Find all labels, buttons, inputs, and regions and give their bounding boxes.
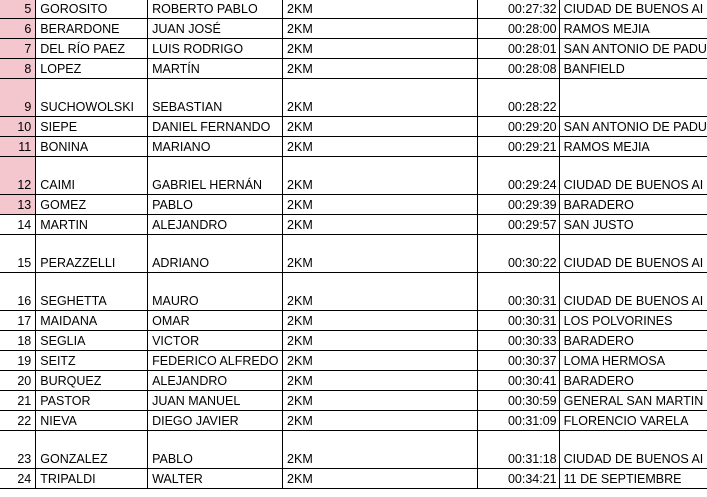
time-cell[interactable]: 00:28:08 [477,58,559,78]
time-cell[interactable]: 00:29:20 [477,116,559,136]
time-cell[interactable]: 00:29:24 [477,156,559,194]
last-name-cell[interactable]: CAIMI [36,156,148,194]
position-cell[interactable]: 16 [0,272,36,310]
table-row [0,350,707,370]
time-cell[interactable]: 00:30:37 [477,350,559,370]
distance-cell[interactable]: 2KM [283,18,478,38]
last-name-cell[interactable]: LOPEZ [36,58,148,78]
distance-cell[interactable]: 2KM [283,410,478,430]
table-row [0,430,707,468]
first-name-cell[interactable]: ADRIANO [148,234,283,272]
position-cell[interactable]: 15 [0,234,36,272]
position-cell[interactable]: 6 [0,18,36,38]
first-name-cell[interactable]: LUIS RODRIGO [148,38,283,58]
first-name-cell[interactable]: MARTÍN [148,58,283,78]
city-cell[interactable]: CIUDAD DE BUENOS AI [559,272,707,310]
city-cell[interactable]: BARADERO [559,330,707,350]
position-cell[interactable]: 24 [0,468,36,488]
table-row [0,214,707,234]
distance-cell[interactable]: 2KM [283,370,478,390]
position-cell[interactable]: 8 [0,58,36,78]
time-cell[interactable]: 00:27:32 [477,0,559,18]
position-cell[interactable]: 20 [0,370,36,390]
distance-cell[interactable]: 2KM [283,194,478,214]
position-cell[interactable]: 12 [0,156,36,194]
last-name-cell[interactable]: SUCHOWOLSKI [36,78,148,116]
position-cell[interactable]: 17 [0,310,36,330]
position-cell[interactable]: 5 [0,0,36,18]
city-cell[interactable]: SAN JUSTO [559,214,707,234]
first-name-cell[interactable]: ALEJANDRO [148,214,283,234]
time-cell[interactable]: 00:30:41 [477,370,559,390]
table-row [0,136,707,156]
distance-cell[interactable]: 2KM [283,214,478,234]
table-row [0,272,707,310]
position-cell[interactable]: 7 [0,38,36,58]
last-name-cell[interactable]: DEL RÍO PAEZ [36,38,148,58]
time-cell[interactable]: 00:28:01 [477,38,559,58]
time-cell[interactable]: 00:30:59 [477,390,559,410]
city-cell[interactable]: BANFIELD [559,58,707,78]
city-cell[interactable]: FLORENCIO VARELA [559,410,707,430]
distance-cell[interactable]: 2KM [283,330,478,350]
city-cell[interactable]: BARADERO [559,194,707,214]
distance-cell[interactable]: 2KM [283,78,478,116]
distance-cell[interactable]: 2KM [283,272,478,310]
city-cell[interactable]: RAMOS MEJIA [559,136,707,156]
city-cell[interactable] [559,78,707,116]
distance-cell[interactable]: 2KM [283,136,478,156]
table-row [0,370,707,390]
last-name-cell[interactable]: NIEVA [36,410,148,430]
time-cell[interactable]: 00:30:31 [477,272,559,310]
time-cell[interactable]: 00:30:31 [477,310,559,330]
position-cell[interactable]: 10 [0,116,36,136]
position-cell[interactable]: 21 [0,390,36,410]
last-name-cell[interactable]: SEGHETTA [36,272,148,310]
time-cell[interactable]: 00:28:00 [477,18,559,38]
last-name-cell[interactable]: MARTIN [36,214,148,234]
time-cell[interactable]: 00:29:21 [477,136,559,156]
position-cell[interactable]: 13 [0,194,36,214]
city-cell[interactable]: BARADERO [559,370,707,390]
first-name-cell[interactable]: MAURO [148,272,283,310]
city-cell[interactable]: CIUDAD DE BUENOS AI [559,430,707,468]
table-row [0,156,707,194]
first-name-cell[interactable]: VICTOR [148,330,283,350]
first-name-cell[interactable]: SEBASTIAN [148,78,283,116]
first-name-cell[interactable]: OMAR [148,310,283,330]
last-name-cell[interactable]: SEITZ [36,350,148,370]
table-row [0,58,707,78]
first-name-cell[interactable]: DANIEL FERNANDO [148,116,283,136]
last-name-cell[interactable]: BERARDONE [36,18,148,38]
position-cell[interactable]: 22 [0,410,36,430]
city-cell[interactable]: 11 DE SEPTIEMBRE [559,468,707,488]
first-name-cell[interactable]: PABLO [148,194,283,214]
last-name-cell[interactable]: BURQUEZ [36,370,148,390]
table-row [0,38,707,58]
last-name-cell[interactable]: PASTOR [36,390,148,410]
last-name-cell[interactable]: GONZALEZ [36,430,148,468]
first-name-cell[interactable]: PABLO [148,430,283,468]
table-row [0,310,707,330]
distance-cell[interactable]: 2KM [283,350,478,370]
distance-cell[interactable]: 2KM [283,116,478,136]
last-name-cell[interactable]: GOMEZ [36,194,148,214]
distance-cell[interactable]: 2KM [283,58,478,78]
distance-cell[interactable]: 2KM [283,310,478,330]
table-row [0,234,707,272]
first-name-cell[interactable]: FEDERICO ALFREDO [148,350,283,370]
time-cell[interactable]: 00:34:21 [477,468,559,488]
position-cell[interactable]: 18 [0,330,36,350]
time-cell[interactable]: 00:29:39 [477,194,559,214]
first-name-cell[interactable]: JUAN MANUEL [148,390,283,410]
last-name-cell[interactable]: SEGLIA [36,330,148,350]
city-cell[interactable]: LOS POLVORINES [559,310,707,330]
first-name-cell[interactable]: ALEJANDRO [148,370,283,390]
position-cell[interactable]: 11 [0,136,36,156]
distance-cell[interactable]: 2KM [283,468,478,488]
position-cell[interactable]: 14 [0,214,36,234]
table-row [0,116,707,136]
last-name-cell[interactable]: TRIPALDI [36,468,148,488]
distance-cell[interactable]: 2KM [283,156,478,194]
time-cell[interactable]: 00:30:22 [477,234,559,272]
city-cell[interactable]: CIUDAD DE BUENOS AI [559,156,707,194]
table-row [0,468,707,488]
first-name-cell[interactable]: WALTER [148,468,283,488]
last-name-cell[interactable]: PERAZZELLI [36,234,148,272]
table-row [0,330,707,350]
last-name-cell[interactable]: MAIDANA [36,310,148,330]
table-row [0,390,707,410]
table-row [0,78,707,116]
table-row [0,410,707,430]
last-name-cell[interactable]: GOROSITO [36,0,148,18]
city-cell[interactable]: CIUDAD DE BUENOS AI [559,0,707,18]
table-row [0,194,707,214]
city-cell[interactable]: GENERAL SAN MARTIN [559,390,707,410]
distance-cell[interactable]: 2KM [283,0,478,18]
first-name-cell[interactable]: JUAN JOSÉ [148,18,283,38]
first-name-cell[interactable]: DIEGO JAVIER [148,410,283,430]
distance-cell[interactable]: 2KM [283,234,478,272]
city-cell[interactable]: SAN ANTONIO DE PADU [559,116,707,136]
distance-cell[interactable]: 2KM [283,430,478,468]
distance-cell[interactable]: 2KM [283,390,478,410]
first-name-cell[interactable]: MARIANO [148,136,283,156]
distance-cell[interactable]: 2KM [283,38,478,58]
city-cell[interactable]: SAN ANTONIO DE PADU [559,38,707,58]
time-cell[interactable]: 00:29:57 [477,214,559,234]
position-cell[interactable]: 9 [0,78,36,116]
city-cell[interactable]: CIUDAD DE BUENOS AI [559,234,707,272]
time-cell[interactable]: 00:31:18 [477,430,559,468]
table-row [0,18,707,38]
city-cell[interactable]: RAMOS MEJIA [559,18,707,38]
time-cell[interactable]: 00:28:22 [477,78,559,116]
first-name-cell[interactable]: GABRIEL HERNÁN [148,156,283,194]
first-name-cell[interactable]: ROBERTO PABLO [148,0,283,18]
time-cell[interactable]: 00:30:33 [477,330,559,350]
time-cell[interactable]: 00:31:09 [477,410,559,430]
position-cell[interactable]: 19 [0,350,36,370]
last-name-cell[interactable]: SIEPE [36,116,148,136]
position-cell[interactable]: 23 [0,430,36,468]
table-row [0,0,707,18]
city-cell[interactable]: LOMA HERMOSA [559,350,707,370]
last-name-cell[interactable]: BONINA [36,136,148,156]
